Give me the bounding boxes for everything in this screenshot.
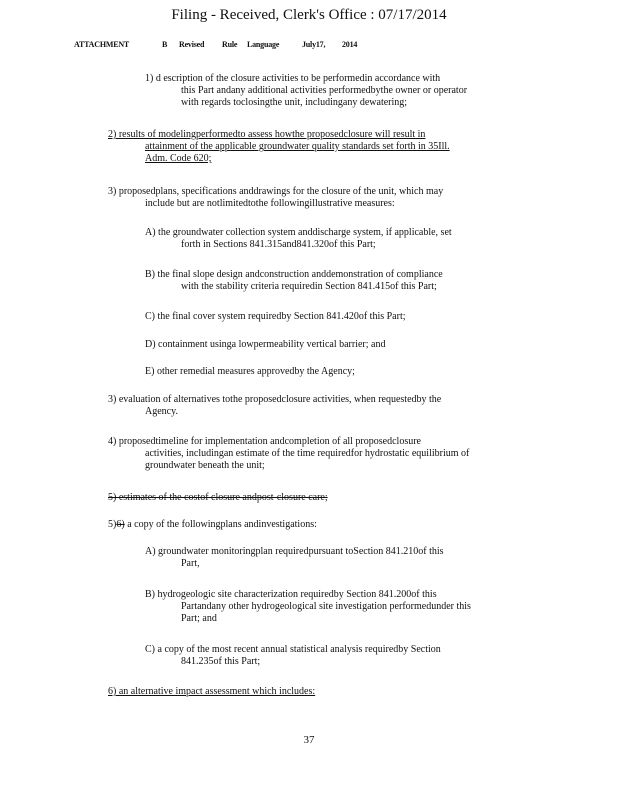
text-line: 3) evaluation of alternatives tothe proposedclosure activities, when requestedby the (108, 394, 442, 405)
text-line: 1) d escription of the closure activities to be performedin accordance with (145, 73, 441, 84)
text-line: Partandany other hydrogeological site investigation performedunder this (181, 601, 471, 612)
text-line: Adm. Code 620; (145, 153, 212, 164)
text-line: with the stability criteria requiredin Section 841.415of this Part; (181, 281, 437, 292)
item-text: a copy of the followingplans andinvestigations: (124, 519, 317, 530)
text-line: activities, includingan estimate of the time requiredfor hydrostatic equilibrium of (145, 448, 470, 459)
text-line: A) the groundwater collection system anddischarge system, if applicable, set (145, 227, 452, 238)
text-line: 4) proposedtimeline for implementation andcompletion of all proposedclosure (108, 436, 421, 447)
attachment-word-rule: Rule (222, 40, 238, 49)
text-line: include but are notlimitedtothe followingillustrative measures: (145, 198, 395, 209)
item-copy-of-plans (108, 519, 317, 531)
page-number: 37 (303, 734, 315, 746)
text-line: 2) results of modelingperformedto assess howthe proposedclosure will result in (108, 129, 426, 140)
item-number: 5) (108, 519, 117, 530)
text-line: 3) proposedplans, specifications anddrawings for the closure of the unit, which may (108, 186, 444, 197)
attachment-word-language: Language (247, 40, 280, 49)
item-estimates-struck (108, 492, 328, 504)
struck-number: 6) (116, 519, 125, 530)
text-line: this Part andany additional activities performedbythe owner or operator (181, 85, 468, 96)
subitem-final-slope (145, 269, 443, 293)
text-line: Agency. (145, 406, 178, 417)
text-line: forth in Sections 841.315and841.320of this Part; (181, 239, 376, 250)
text-line: C) the final cover system requiredby Section 841.420of this Part; (145, 311, 406, 322)
item-evaluation (108, 394, 441, 418)
attachment-word-date: July17, (302, 40, 326, 49)
text-line: B) the final slope design andconstruction anddemonstration of compliance (145, 269, 443, 280)
subitem-groundwater-collection (145, 227, 452, 251)
text-line: 841.235of this Part; (181, 656, 261, 667)
page-header: Filing - Received, Clerk's Office : 07/17/2014 (171, 7, 447, 23)
subitem-groundwater-monitoring (145, 546, 444, 570)
text-line: 6) an alternative impact assessment which includes: (108, 686, 316, 697)
attachment-word-year: 2014 (342, 40, 358, 49)
attachment-word-revised: Revised (179, 40, 205, 49)
text-line: B) hydrogeologic site characterization requiredby Section 841.200of this (145, 589, 437, 600)
item-proposed-plans (108, 186, 443, 210)
text-line: attainment of the applicable groundwater quality standards set forth in 35Ill. (145, 141, 450, 152)
subitem-other-remedial (145, 366, 355, 378)
subitem-containment (145, 339, 385, 351)
item-description (145, 73, 467, 109)
text-line: Part; and (181, 613, 217, 624)
item-alternative-impact (108, 686, 315, 698)
subitem-hydrogeologic (145, 589, 471, 625)
text-line: 5) estimates of the costof closure andpost-closure care; (108, 492, 328, 503)
subitem-final-cover (145, 311, 406, 323)
text-line: groundwater beneath the unit; (145, 460, 265, 471)
text-line (108, 519, 317, 531)
item-proposed-timeline (108, 436, 469, 472)
text-line: C) a copy of the most recent annual statistical analysis requiredby Section (145, 644, 441, 655)
text-line: E) other remedial measures approvedby the Agency; (145, 366, 355, 377)
subitem-statistical-analysis (145, 644, 441, 668)
attachment-letter: B (162, 40, 168, 49)
text-line: D) containment usinga lowpermeability vertical barrier; and (145, 339, 386, 350)
text-line: Part, (181, 558, 200, 569)
text-line: with regards toclosingthe unit, includingany dewatering; (181, 97, 408, 108)
item-results (108, 129, 450, 165)
attachment-label: ATTACHMENT (74, 40, 130, 49)
text-line: A) groundwater monitoringplan requiredpursuant toSection 841.210of this (145, 546, 444, 557)
